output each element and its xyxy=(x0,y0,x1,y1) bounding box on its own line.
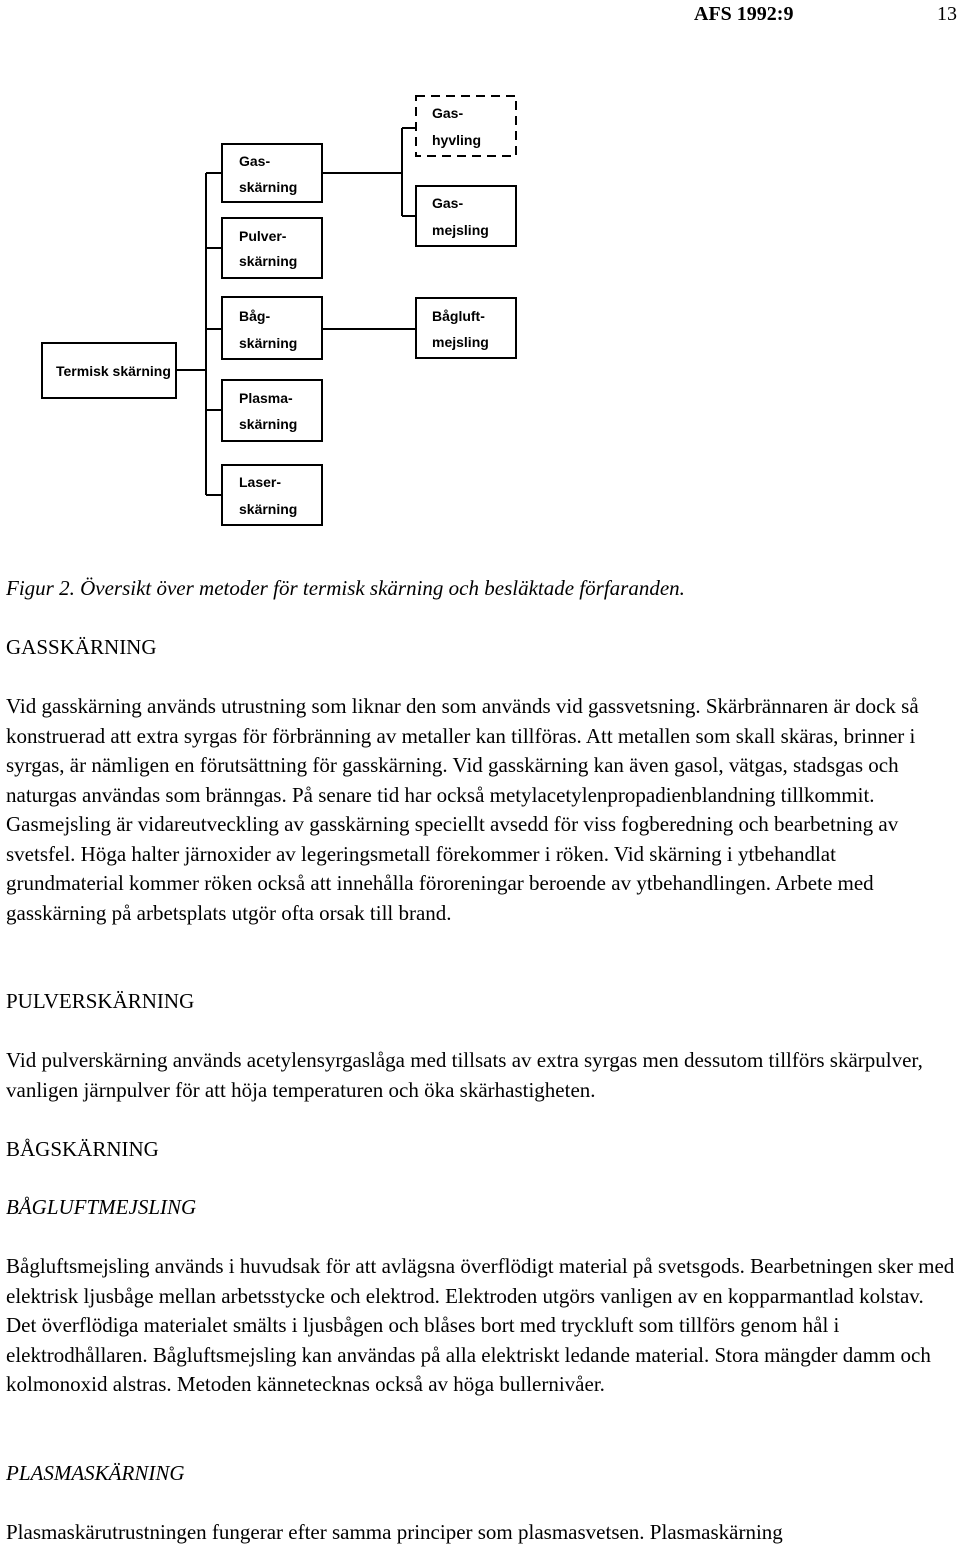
root-node-label: Termisk skärning xyxy=(56,363,171,379)
related-node-line2: mejsling xyxy=(432,334,489,350)
page-number: 13 xyxy=(937,3,957,25)
paragraph-gasskarning: Vid gasskärning används utrustning som liknar den som används vid gassvetsning. Skärbrännaren är dock så konstruerad att extra syrgas för förbränning av metaller kan tillföras. Att metallen som skall skäras, brinner i syrgas, är nämligen en förutsättning för gasskärning. Vid gasskärning kan även gasol, vätgas, stadsgas och naturgas användas som bränngas. På senare tid har också metylacetylenpropadienblandning tillkommit. Gasmejsling är vidareutveckling av gasskärning speciellt avsedd för viss fogberedning och bearbetning av svetsfel. Höga halter järnoxider av legeringsmetall förekommer i röken. Vid skärning i ytbehandlat grundmaterial kommer röken också att innehålla föroreningar beroende av ytbehandlingen. Arbete med gasskärning på arbetsplats utgör ofta orsak till brand. xyxy=(6,694,919,925)
method-node-bag xyxy=(222,297,322,359)
method-node-gas xyxy=(222,144,322,202)
document-reference: AFS 1992:9 xyxy=(694,3,794,25)
method-node-line2: skärning xyxy=(239,335,298,351)
root-node xyxy=(42,343,176,398)
related-node-line1: Gas- xyxy=(432,105,464,121)
related-node-line2: hyvling xyxy=(432,132,482,148)
method-node-line2: skärning xyxy=(239,501,298,517)
related-node-line2: mejsling xyxy=(432,222,489,238)
paragraph-plasmaskarning: Plasmaskärutrustningen fungerar efter samma principer som plasmasvetsen. Plasmaskärning xyxy=(6,1520,783,1544)
heading-plasmaskarning: PLASMASKÄRNING xyxy=(6,1461,185,1485)
heading-bagluftmejsling: BÅGLUFTMEJSLING xyxy=(6,1195,197,1219)
method-node-laser xyxy=(222,465,322,525)
heading-bagskarning: BÅGSKÄRNING xyxy=(6,1137,159,1161)
method-node-plasma xyxy=(222,380,322,441)
related-node-gashyvling xyxy=(416,96,516,156)
figure-caption: Figur 2. Översikt över metoder för termisk skärning och besläktade förfaranden. xyxy=(6,576,685,600)
paragraph-pulverskarning: Vid pulverskärning används acetylensyrgaslåga med tillsats av extra syrgas men dessutom tillförs skärpulver, vanligen järnpulver för att höja temperaturen och öka skärhastigheten. xyxy=(6,1048,923,1102)
method-node-line1: Plasma- xyxy=(239,390,293,406)
thermal-cutting-diagram xyxy=(0,0,960,560)
paragraph-bagluftmejsling: Bågluftsmejsling används i huvudsak för att avlägsna överflödigt material på svetsgods. Bearbetningen sker med elektrisk ljusbåge mellan arbetsstycke och elektrod. Elektroden utgörs vanligen av en kopparmantlad kolstav. Det överflödiga materialet smälts i ljusbågen och blåses bort med tryckluft som tillförs genom hål i elektrodhållaren. Bågluftsmejsling kan användas på alla elektriskt ledande material. Stora mängder damm och kolmonoxid alstras. Metoden kännetecknas också av höga bullernivåer. xyxy=(6,1254,955,1396)
method-node-pulver xyxy=(222,218,322,278)
method-node-line1: Gas- xyxy=(239,153,271,169)
method-node-line2: skärning xyxy=(239,416,298,432)
related-node-line1: Gas- xyxy=(432,195,464,211)
heading-gasskarning: GASSKÄRNING xyxy=(6,635,157,659)
method-node-line2: skärning xyxy=(239,179,298,195)
method-node-line1: Laser- xyxy=(239,474,282,490)
method-node-line1: Pulver- xyxy=(239,228,287,244)
method-node-line1: Båg- xyxy=(239,308,271,324)
related-node-gasmejsling xyxy=(416,186,516,246)
related-node-bagluftmejsling xyxy=(416,298,516,358)
method-node-line2: skärning xyxy=(239,253,298,269)
related-node-line1: Bågluft- xyxy=(432,308,485,324)
heading-pulverskarning: PULVERSKÄRNING xyxy=(6,989,195,1013)
